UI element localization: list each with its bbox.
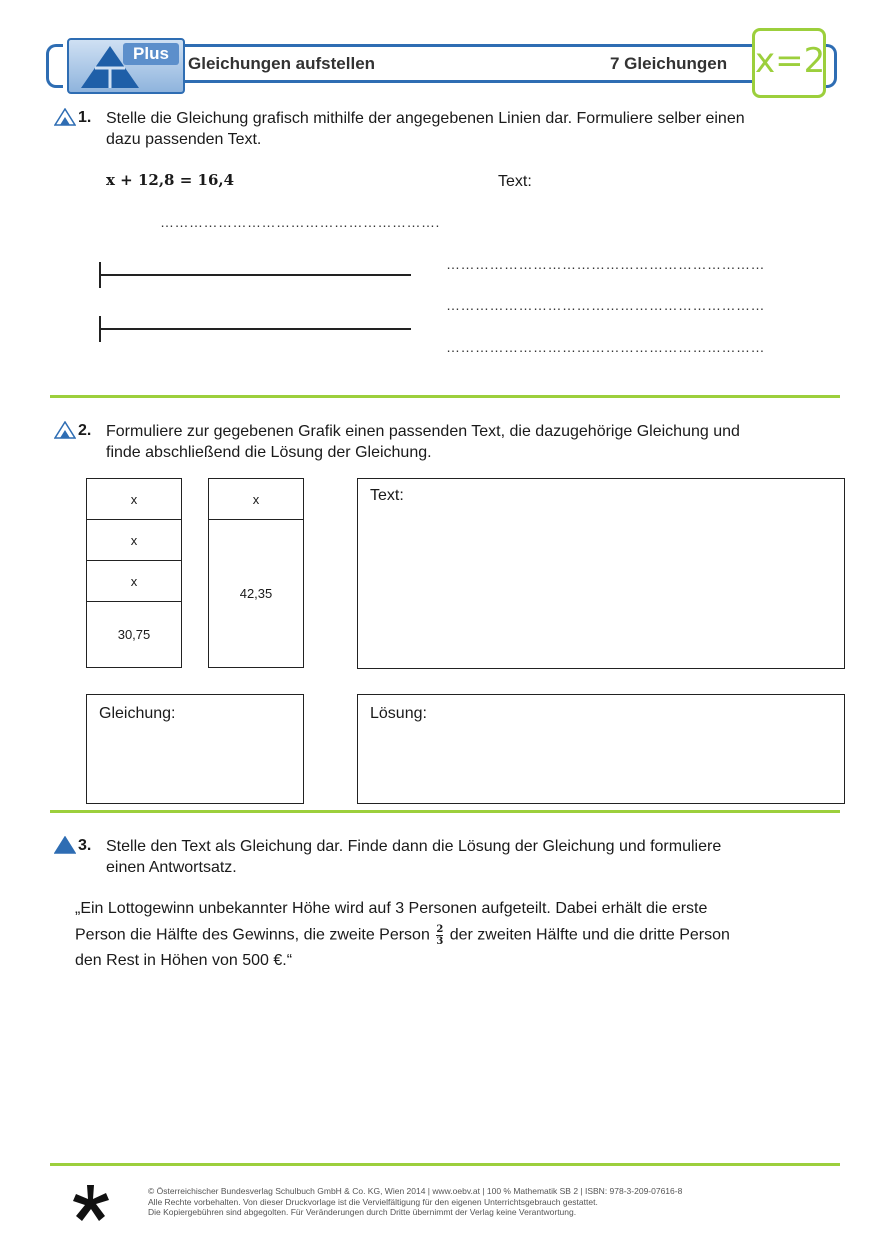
section-divider-1 [50, 395, 840, 398]
task3-number: 3. [78, 837, 92, 854]
plus-logo [67, 38, 185, 94]
bar-diagram-right [208, 478, 304, 668]
triangle-level-icon [54, 836, 76, 854]
task1-text-line-1[interactable]: ………………………………………………………… [446, 256, 765, 272]
task1-answer-line-left[interactable]: …………………………………………………. [160, 214, 440, 230]
fraction [436, 924, 443, 947]
task3-quote-line3: den Rest in Höhen von 500 €.“ [75, 952, 293, 969]
task2-number: 2. [78, 422, 92, 439]
task2-instruction-line2: finde abschließend die Lösung der Gleichung. [106, 444, 432, 461]
task2-text-label: Text: [370, 487, 404, 504]
triangle-level-icon [54, 108, 76, 126]
left-cell-x-3: x [87, 561, 181, 602]
segment1-line[interactable] [100, 274, 411, 276]
task1-instruction-line2: dazu passenden Text. [106, 131, 262, 148]
task2-equation-label: Gleichung: [99, 705, 176, 722]
publisher-asterisk-logo [72, 1183, 110, 1223]
header-rule-bottom [180, 80, 756, 83]
task2-solution-label: Lösung: [370, 705, 427, 722]
task3-quote-line1: „Ein Lottogewinn unbekannter Höhe wird auf 3 Personen aufgeteilt. Dabei erhält die erste [75, 900, 708, 917]
task3-quote-line2-b: der zweiten Hälfte und die dritte Person [449, 926, 730, 944]
task2-equation-box[interactable] [86, 694, 304, 804]
task1-number: 1. [78, 109, 92, 126]
bar-diagram-left [86, 478, 182, 668]
left-cell-x-2: x [87, 520, 181, 561]
page-title: Gleichungen aufstellen [188, 54, 376, 73]
task1-text-label: Text: [498, 173, 532, 190]
task2-instruction-line1: Formuliere zur gegebenen Grafik einen passenden Text, die dazugehörige Gleichung und [106, 423, 740, 440]
footer-divider [50, 1163, 840, 1166]
task1-equation: x + 12,8 = 16,4 [106, 171, 235, 189]
logo-plus-label: Plus [123, 43, 179, 65]
right-cell-x: x [209, 479, 303, 520]
header-rule-top [180, 44, 756, 47]
task2-text-box[interactable] [357, 478, 845, 669]
triangle-level-icon [54, 421, 76, 439]
task2-solution-box[interactable] [357, 694, 845, 804]
task1-instruction-line1: Stelle die Gleichung grafisch mithilfe der angegebenen Linien dar. Formuliere selber einen [106, 110, 745, 127]
footer-line1: © Österreichischer Bundesverlag Schulbuch GmbH & Co. KG, Wien 2014 | www.oebv.at | 100 % Mathematik SB 2 | ISBN: 978-3-209-07616-8 [148, 1186, 683, 1196]
left-cell-value: 30,75 [117, 627, 151, 642]
footer-line3: Die Kopiergebühren sind abgegolten. Für Veränderungen durch Dritte übernimmt der Verlag keine Verantwortung. [148, 1207, 577, 1217]
task3-quote-line2 [75, 924, 730, 947]
footer-copyright [148, 1186, 848, 1218]
left-cell-x-1: x [87, 479, 181, 520]
task3-instruction-line2: einen Antwortsatz. [106, 859, 237, 876]
footer-line2: Alle Rechte vorbehalten. Von dieser Druckvorlage ist die Vervielfältigung für den eigenen Unterrichtsgebrauch gestattet. [148, 1196, 598, 1207]
task3-instruction-line1: Stelle den Text als Gleichung dar. Finde dann die Lösung der Gleichung und formuliere [106, 838, 722, 855]
fraction-denominator: 3 [436, 936, 444, 947]
task1-text-line-2[interactable]: ………………………………………………………… [446, 297, 765, 313]
chapter-badge: x=2 [752, 28, 826, 98]
chapter-title: 7 Gleichungen [610, 54, 728, 73]
right-cell-value: 42,35 [239, 586, 273, 601]
task1-text-line-3[interactable]: ………………………………………………………… [446, 339, 765, 355]
task3-quote-line2-a: Person die Hälfte des Gewinns, die zweite Person [75, 926, 430, 944]
fraction-numerator: 2 [436, 924, 444, 935]
section-divider-2 [50, 810, 840, 813]
header-bracket-left [46, 44, 63, 88]
segment2-line[interactable] [100, 328, 411, 330]
